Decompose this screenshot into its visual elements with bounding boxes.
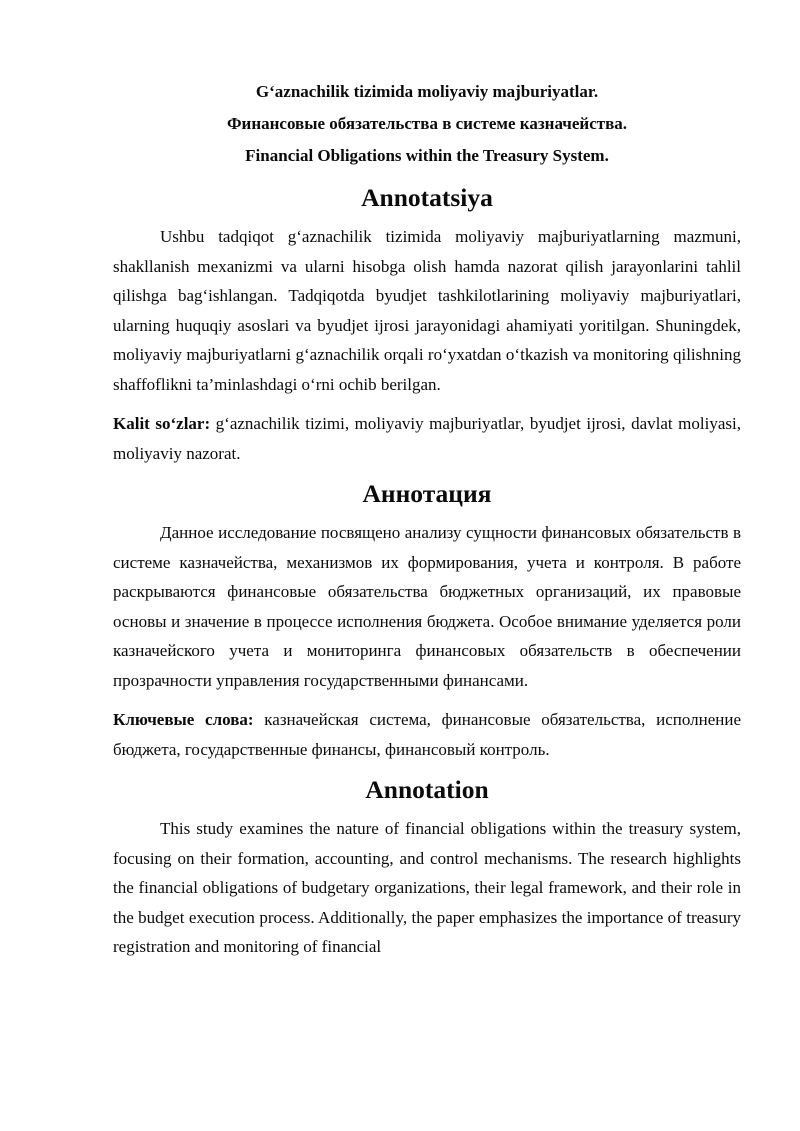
- keywords-label-uzbek: Kalit so‘zlar:: [113, 414, 211, 433]
- section-heading-annotation: Annotation: [365, 775, 489, 804]
- keywords-label-russian: Ключевые слова:: [113, 710, 254, 729]
- title-uzbek: G‘aznachilik tizimida moliyaviy majburiyatlar.: [255, 82, 599, 101]
- abstract-english: This study examines the nature of financial obligations within the treasury system, focusing on their formation, accounting, and control mechanisms. The research highlights the financial obligations of budgetary organizations, their legal framework, and their role in the budget execution process. Additionally, the paper emphasizes the importance of treasury registration and monitoring of financial: [113, 819, 741, 956]
- abstract-russian: Данное исследование посвящено анализу сущности финансовых обязательств в системе казначейства, механизмов их формирования, учета и контроля. В работе раскрываются финансовые обязательства бюджетных организаций, их правовые основы и значение в процессе исполнения бюджета. Особое внимание уделяется роли казначейского учета и мониторинга финансовых обязательств в обеспечении прозрачности управления государственными финансами.: [113, 523, 741, 690]
- title-block: [113, 76, 741, 172]
- title-russian: Финансовые обязательства в системе казначейства.: [226, 114, 628, 133]
- keywords-text-uzbek: g‘aznachilik tizimi, moliyaviy majburiyatlar, byudjet ijrosi, davlat moliyasi, moliyaviy nazorat.: [113, 414, 741, 463]
- title-english: Financial Obligations within the Treasury System.: [245, 146, 609, 165]
- keywords-uzbek: [113, 409, 741, 468]
- section-heading-annotatsiya: Annotatsiya: [361, 183, 493, 212]
- keywords-text-russian: казначейская система, финансовые обязательства, исполнение бюджета, государственные финансы, финансовый контроль.: [113, 710, 742, 759]
- abstract-uzbek: Ushbu tadqiqot g‘aznachilik tizimida moliyaviy majburiyatlarning mazmuni, shakllanish mexanizmi va ularni hisobga olish hamda nazorat qilish jarayonlarini tahlil qilishga bag‘ishlangan. Tadqiqotda byudjet tashkilotlarining moliyaviy majburiyatlari, ularning huquqiy asoslari va byudjet ijrosi jarayonidagi ahamiyati yoritilgan. Shuningdek, moliyaviy majburiyatlarni g‘aznachilik orqali ro‘yxatdan o‘tkazish va monitoring qilishning shaffoflikni ta’minlashdagi o‘rni ochib berilgan.: [113, 227, 741, 394]
- section-heading-annotaciya: Аннотация: [362, 479, 492, 508]
- keywords-russian: [113, 705, 741, 764]
